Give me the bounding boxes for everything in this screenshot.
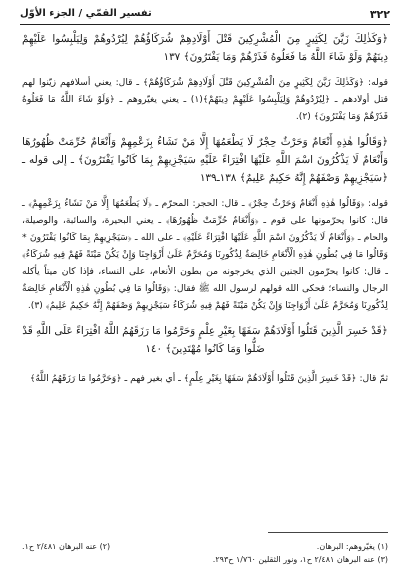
commentary-paragraph: ثمّ قال: ﴿قَدْ خَسِرَ الَّذِينَ قَتَلُوا أَوْلَادَهُمْ سَفَهًا بِغَيْرِ عِلْمٍ﴾ ـ أي بغير فهم ـ ﴿وَحَرَّمُوا مَا رَزَقَهُمُ اللَّهُ﴾ [29, 373, 388, 384]
verse-block: ﴿وَقَالُوا هٰذِهِ أَنْعَامٌ وَحَرْثٌ حِجْرٌ لَا يَطْعَمُهَا إِلَّا مَنْ نَشَاءُ بِزَعْمِهِمْ وَأَنْعَامٌ حُرِّمَتْ ظُهُورُهَا وَأَنْعَامٌ لَا يَذْكُرُونَ اسْمَ اللَّهِ عَلَيْهَا افْتِرَاءً عَلَيْهِ سَيَجْزِيهِمْ بِمَا كَانُوا يَفْتَرُونَ﴾ ـ إلى قوله ـ ﴿سَيَجْزِيهِمْ وَصْفَهُمْ إِنَّهُ حَكِيمٌ عَلِيمٌ﴾ ١٣٨ـ١٣٩ [22, 136, 388, 184]
commentary-paragraph: قوله: ﴿وَكَذٰلِكَ زَيَّنَ لِكَثِيرٍ مِنَ الْمُشْرِكِينَ قَتْلَ أَوْلَادِهِمْ شُرَكَاؤُهُمْ﴾ ـ قال: يعني أسلافهم زيّنوا لهم قتل أولادهم ـ ﴿لِيُرْدُوهُمْ وَلِيَلْبِسُوا عَلَيْهِمْ دِينَهُمْ﴾(١) ـ يعني يغيّروهم ـ ﴿وَلَوْ شَاءَ اللَّهُ مَا فَعَلُوهُ فَذَرْهُمْ وَمَا يَفْتَرُونَ﴾ (٢). [22, 77, 388, 122]
running-title: تفسير القمّي / الجزء الأوّل [20, 8, 152, 19]
footnote-2: (٢) عنه البرهان ٢/٤٨١ ح١. [22, 542, 111, 551]
footnotes [22, 540, 388, 566]
commentary-paragraph: قوله: ﴿وَقَالُوا هٰذِهِ أَنْعَامٌ وَحَرْثٌ حِجْرٌ﴾ ـ قال: الحجر: المحرّم ـ ﴿لَا يَطْعَمُهَا إِلَّا مَنْ نَشَاءُ بِزَعْمِهِمْ﴾ ـ قال: كانوا يحرّمونها على قوم ـ ﴿وَأَنْعَامٌ حُرِّمَتْ ظُهُورُهَا﴾ ـ يعني البحيرة، والسائبة، والوصيلة، والحام ـ ﴿وَأَنْعَامٌ لَا يَذْكُرُونَ اسْمَ اللَّهِ عَلَيْهَا افْتِرَاءً عَلَيْهِ﴾ ـ على الله ـ ﴿سَيَجْزِيهِمْ بِمَا كَانُوا يَفْتَرُونَ * وَقَالُوا مَا فِي بُطُونِ هٰذِهِ الْأَنْعَامِ خَالِصَةٌ لِذُكُورِنَا وَمُحَرَّمٌ عَلَىٰ أَزْوَاجِنَا وَإِنْ يَكُنْ مَيْتَةً فَهُمْ فِيهِ شُرَكَاءُ﴾ ـ قال: كانوا يحرّمون الجنين الذي يخرجونه من بطون الأنعام، على النساء، فإذا كان ميتاً يأكله الرجال والنساء؛ فحكى الله قولهم لرسول الله ﷺ فقال: ﴿وَقَالُوا مَا فِي بُطُونِ هٰذِهِ الْأَنْعَامِ خَالِصَةٌ لِذُكُورِنَا وَمُحَرَّمٌ عَلَىٰ أَزْوَاجِنَا وَإِنْ يَكُنْ مَيْتَةً فَهُمْ فِيهِ شُرَكَاءُ سَيَجْزِيهِمْ وَصْفَهُمْ إِنَّهُ حَكِيمٌ عَلِيمٌ﴾ (٣). [22, 198, 388, 311]
verse-block: ﴿قَدْ خَسِرَ الَّذِينَ قَتَلُوا أَوْلَادَهُمْ سَفَهًا بِغَيْرِ عِلْمٍ وَحَرَّمُوا مَا رَزَقَهُمُ اللَّهُ افْتِرَاءً عَلَى اللَّهِ قَدْ ضَلُّوا وَمَا كَانُوا مُهْتَدِينَ﴾ ١٤٠ [22, 325, 388, 355]
header-divider [20, 24, 390, 25]
page-body [22, 30, 388, 387]
footnote-1: (١) يغيّروهم: البرهان. [316, 542, 388, 551]
page-number: ٣٢٢ [369, 8, 390, 21]
footnote-divider [268, 532, 388, 533]
verse-block: ﴿وَكَذٰلِكَ زَيَّنَ لِكَثِيرٍ مِنَ الْمُشْرِكِينَ قَتْلَ أَوْلَادِهِمْ شُرَكَاؤُهُمْ لِيُرْدُوهُمْ وَلِيَلْبِسُوا عَلَيْهِمْ دِينَهُمْ وَلَوْ شَاءَ اللَّهُ مَا فَعَلُوهُ فَذَرْهُمْ وَمَا يَفْتَرُونَ﴾ ١٣٧ [22, 33, 388, 63]
footnote-3: (٣) عنه البرهان ٢/٤٨١ ح١، ونور الثقلين ١/٧٦٠ ح٢٩٣. [212, 555, 388, 564]
page-header [20, 8, 390, 23]
